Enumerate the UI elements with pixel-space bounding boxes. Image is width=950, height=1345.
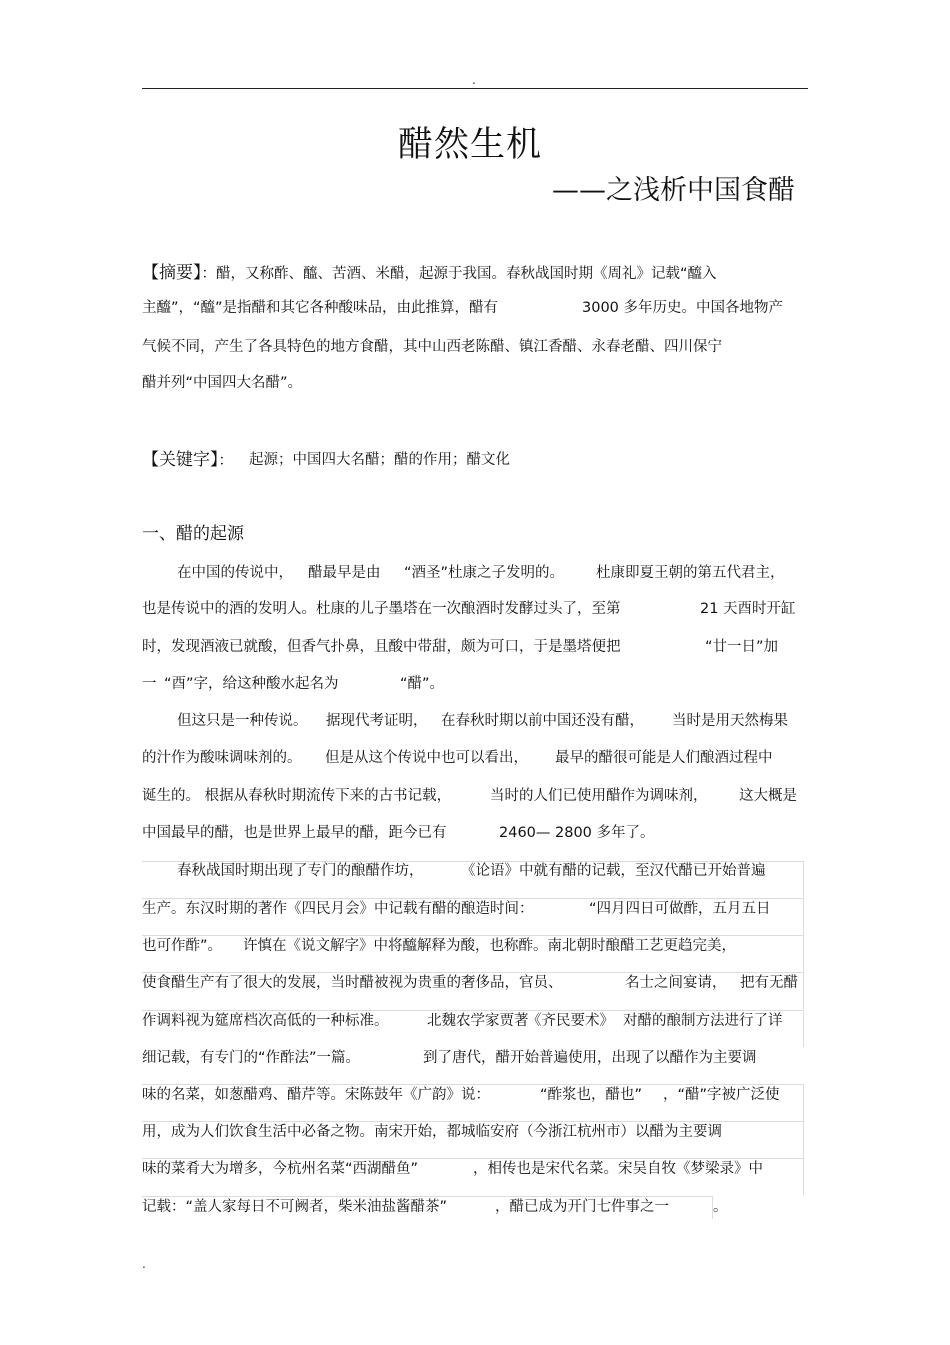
- p3-line-4b: 名士之间宴请，: [625, 975, 727, 991]
- p3-line-2a: 生产。东汉时期的著作《四民月会》中记载有醋的酿造时间：: [142, 901, 534, 917]
- p3-line-8a: 用，成为人们饮食生活中必备之物。南宋开始，都城临安府（今浙江杭州市）以醋为主要调: [142, 1124, 722, 1140]
- p2-line-2a: 的汁作为酸味调味剂的。: [142, 750, 302, 766]
- p3-line-5b: 北魏农学家贾著: [427, 1013, 529, 1029]
- p3-line-5a: 作调料视为筵席档次高低的一种标准。: [142, 1013, 389, 1029]
- p1-line-4b: “酉”字，给这种酸水起名为: [164, 676, 339, 692]
- p3-line-4a: 使食醋生产有了很大的发展，当时醋被视为贵重的奢侈品，官员、: [142, 975, 563, 991]
- abstract-text: ：醋，又称酢、醯、苦酒、米醋，起源于我国。春秋战国时期《周礼》记载“醯入: [201, 266, 717, 282]
- abstract-line-3: 气候不同，产生了各具特色的地方食醋，其中山西老陈醋、镇江香醋、永春老醋、四川保宁: [142, 339, 722, 355]
- p3-line-5c: 《齐民要术》: [527, 1013, 614, 1029]
- p3-line-3a: 也可作酢”。: [142, 938, 223, 954]
- keywords-colon: ：: [218, 453, 233, 469]
- abstract-label: 【摘要】: [142, 263, 202, 283]
- section-heading: 一、醋的起源: [142, 524, 244, 544]
- abstract-line-4: 醋并列“中国四大名醋”。: [142, 375, 303, 391]
- p2-line-4b: 2460— 2800 多年了。: [499, 825, 655, 841]
- p3-line-4c: 把有无醋: [740, 975, 798, 991]
- p1-line-3a: 时，发现酒液已就酸，但香气扑鼻，且酸中带甜，颇为可口，于是墨塔便把: [142, 639, 621, 655]
- p3-line-10b: ，醋已成为开门七件事之一: [495, 1199, 669, 1215]
- p2-line-1a: 但这只是一种传说。: [177, 713, 308, 729]
- p1-line-3b: “廿一日”加: [705, 639, 779, 655]
- p1-line-1a: 在中国的传说中，: [177, 565, 293, 581]
- p3-line-7b: “酢浆也，醋也”: [540, 1087, 643, 1103]
- p1-line-4c: “醋”。: [400, 676, 445, 692]
- p3-line-7c: ，“醋”字被广泛使: [663, 1087, 780, 1103]
- abstract-line-1: [142, 262, 717, 285]
- p3-line-6b: 到了唐代，醋开始普遍使用，出现了以醋作为主要调: [423, 1050, 757, 1066]
- document-title: 醋然生机: [398, 125, 543, 165]
- p2-line-1d: 当时是用天然梅果: [672, 713, 788, 729]
- p3-line-5d: 对醋的酿制方法进行了详: [623, 1013, 783, 1029]
- abstract-line-2b: 3000 多年历史。中国各地物产: [582, 300, 784, 316]
- keywords-label: 【关键字】: [142, 450, 219, 470]
- document-subtitle: ——之浅析中国食醋: [552, 175, 795, 206]
- p1-line-1b: 醋最早是由: [308, 565, 381, 581]
- p3-line-6a: 细记载，有专门的“作酢法”一篇。: [142, 1050, 361, 1066]
- p3-line-3b: 许慎在《说文解字》中将醯解释为酸，也称酢。南北朝时酿醋工艺更趋完美，: [243, 938, 736, 954]
- p3-line-9a: 味的菜肴大为增多，今杭州名菜“西湖醋鱼”: [142, 1161, 419, 1177]
- p2-line-3c: 这大概是: [739, 788, 797, 804]
- p3-line-10a: 记载：“盖人家每日不可阙者，柴米油盐酱醋茶”: [142, 1199, 448, 1215]
- p3-line-9b: ，相传也是宋代名菜。宋吴自牧《梦梁录》中: [473, 1161, 763, 1177]
- p2-line-4a: 中国最早的醋，也是世界上最早的醋，距今已有: [142, 825, 447, 841]
- p2-line-1c: 在春秋时期以前中国还没有醋，: [441, 713, 644, 729]
- p3-line-1a: 春秋战国时期出现了专门的酿醋作坊，: [177, 863, 424, 879]
- p1-line-1c: “酒圣”杜康之子发明的。: [404, 565, 565, 581]
- p3-line-7a: 味的名菜，如葱醋鸡、醋芹等。宋陈鼓年《广韵》说：: [142, 1087, 490, 1103]
- abstract-line-2: 主醯”，“醯”是指醋和其它各种酸味品，由此推算，醋有: [142, 300, 499, 316]
- p2-line-2c: 最早的醋很可能是人们酿酒过程中: [555, 750, 773, 766]
- p2-line-3b: 当时的人们已使用醋作为调味剂，: [490, 788, 708, 804]
- p3-line-10c: 。: [713, 1199, 728, 1215]
- p3-line-2b: “四月四日可做酢，五月五日: [589, 901, 771, 917]
- keywords-text: 起源；中国四大名醋；醋的作用；醋文化: [249, 452, 510, 468]
- p2-line-3a: 诞生的。 根据从春秋时期流传下来的古书记载，: [142, 788, 452, 804]
- keywords-line: [142, 449, 233, 472]
- header-mark: .: [472, 73, 476, 87]
- p3-line-1b: 《论语》中就有醋的记载，至汉代醋已开始普遍: [461, 863, 766, 879]
- footer-mark: .: [142, 1257, 146, 1271]
- p1-line-4a: 一: [142, 676, 157, 692]
- p2-line-2b: 但是从这个传说中也可以看出，: [325, 750, 528, 766]
- header-rule: [142, 88, 808, 89]
- p1-line-1d: 杜康即夏王朝的第五代君主，: [596, 565, 785, 581]
- p1-line-2a: 也是传说中的酒的发明人。杜康的儿子墨塔在一次酿酒时发酵过头了，至第: [142, 601, 621, 617]
- p2-line-1b: 据现代考证明，: [326, 713, 428, 729]
- p1-line-2b: 21 天酉时开缸: [700, 601, 796, 617]
